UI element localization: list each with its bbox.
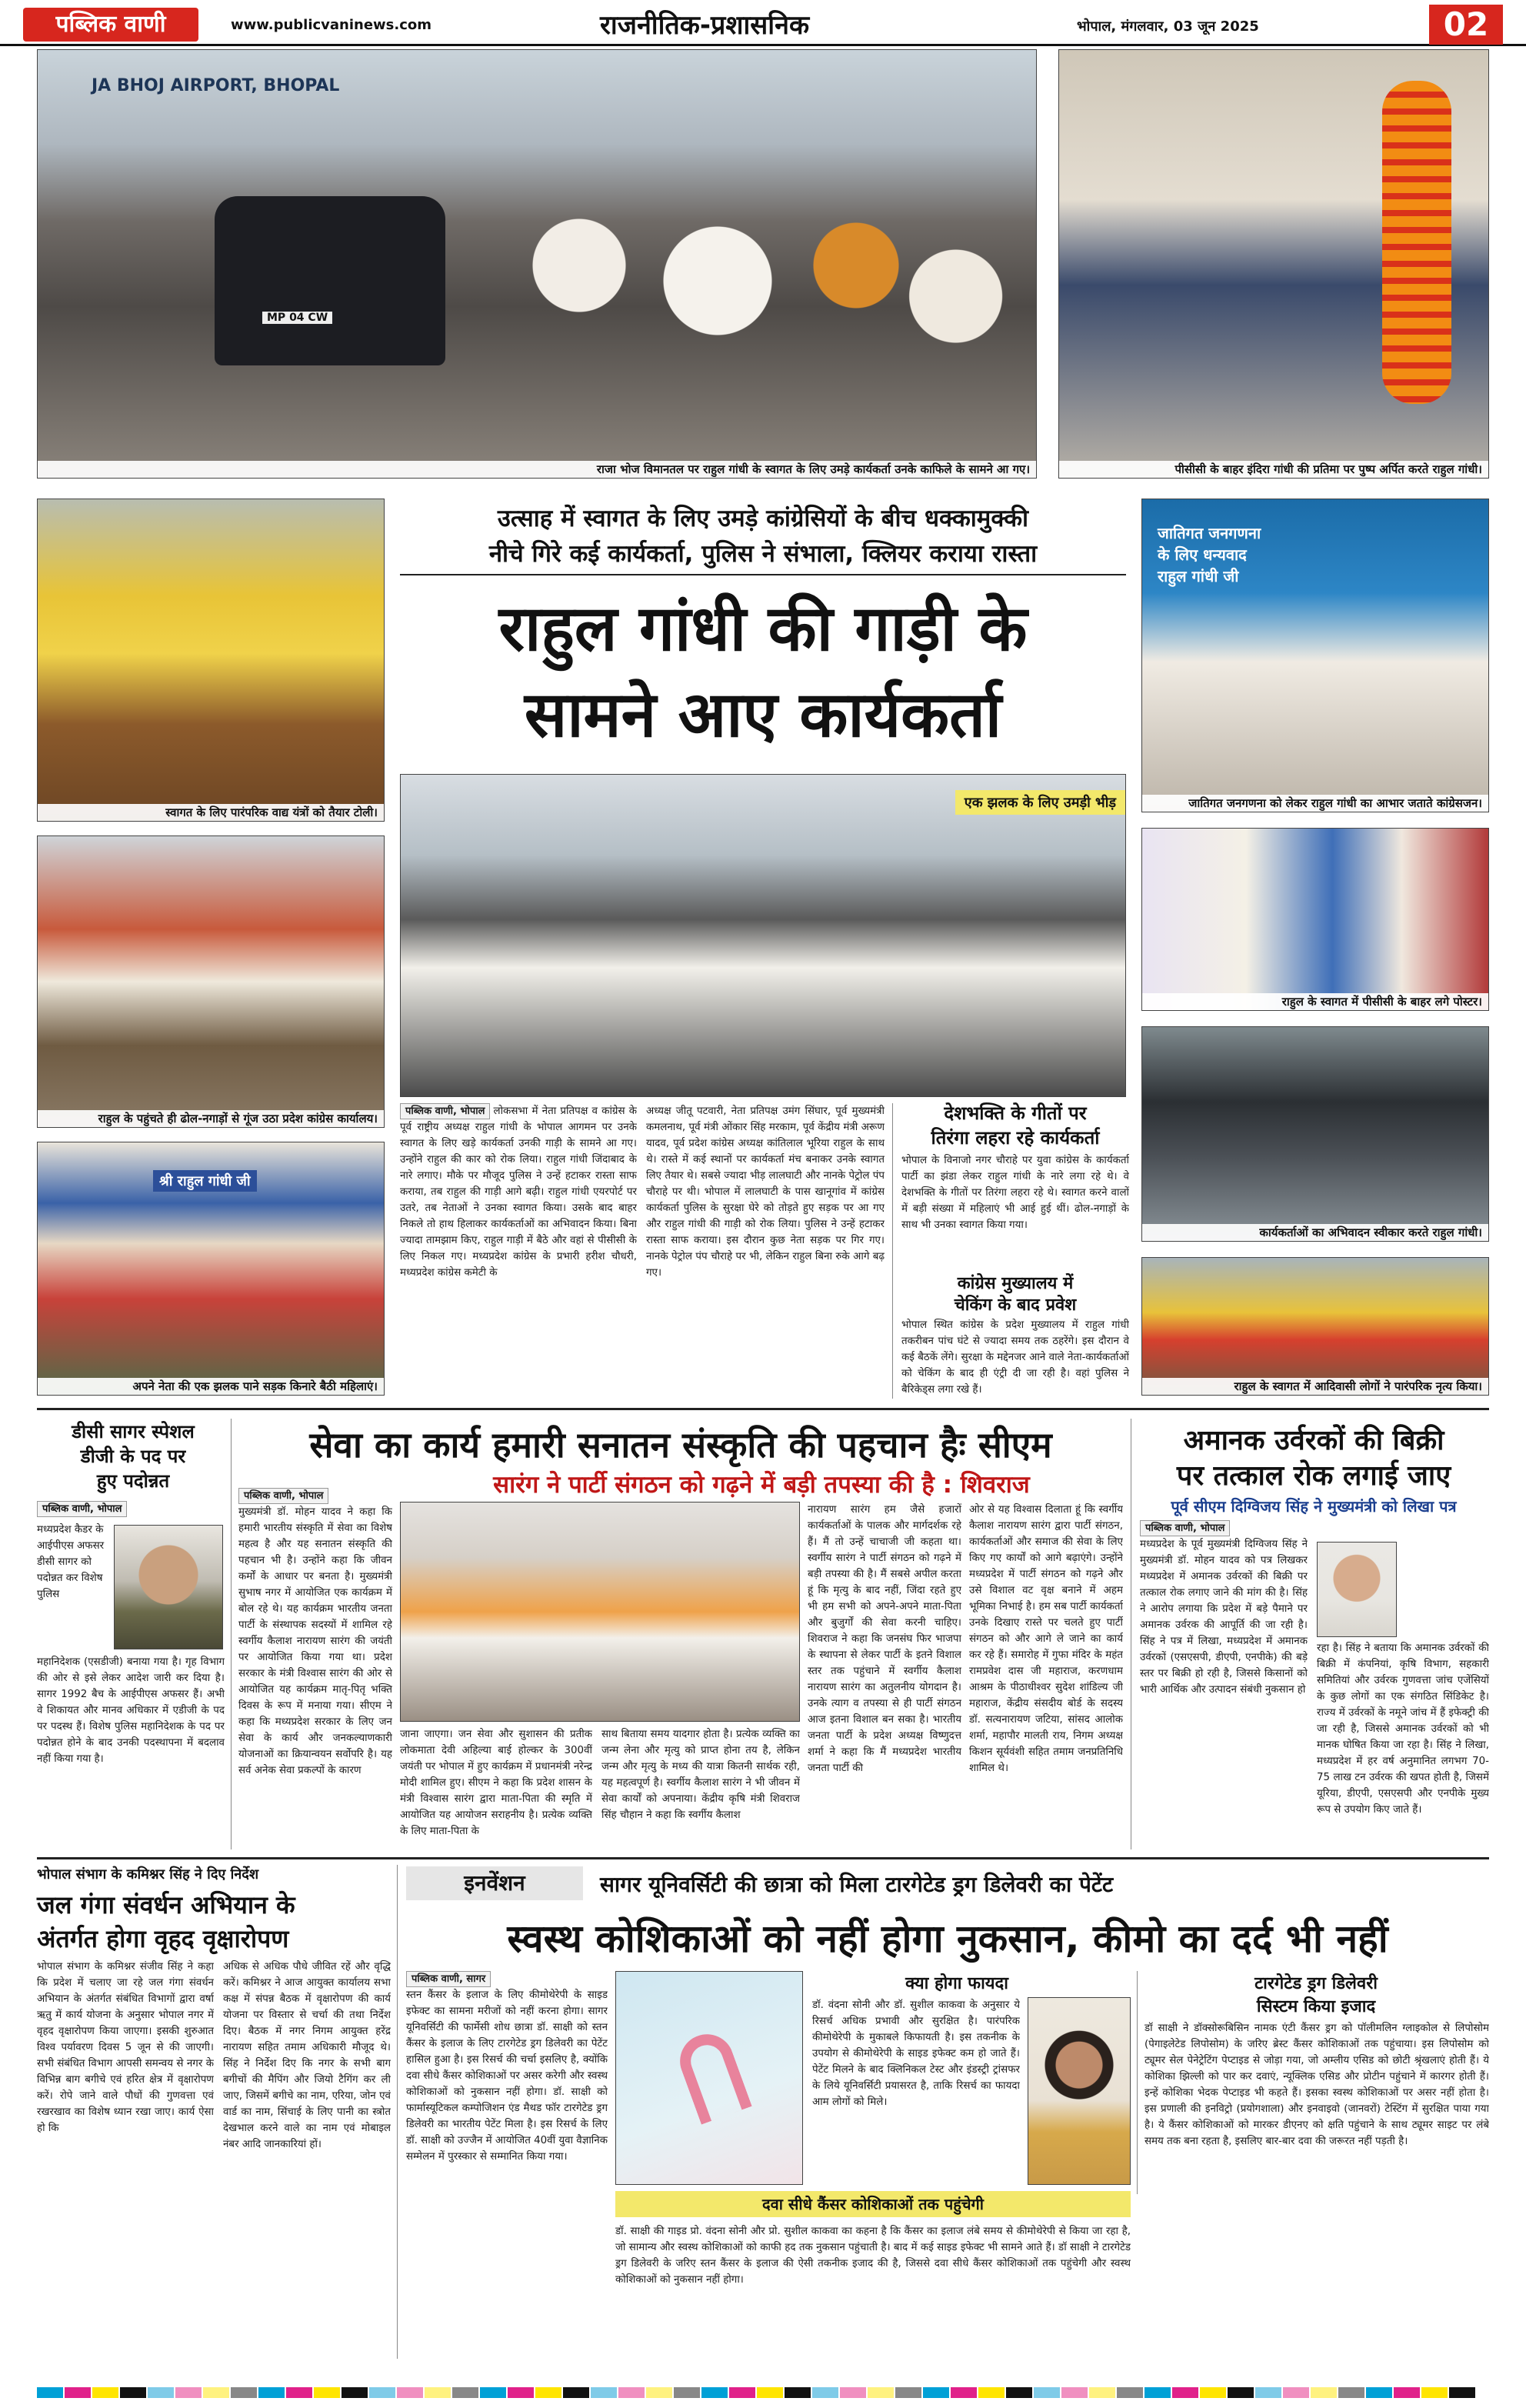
section-title: राजनीतिक-प्रशासनिक bbox=[600, 10, 810, 41]
dig-headline-2: डीजी के पद पर bbox=[80, 1446, 186, 1467]
right3-caption: कार्यकर्ताओं का अभिवादन स्वीकार करते राहुल गांधी। bbox=[1142, 1224, 1488, 1241]
crowd-glimpse-tag: एक झलक के लिए उमड़ी भीड़ bbox=[955, 790, 1125, 815]
patent-byline: पब्लिक वाणी, सागर bbox=[406, 1971, 491, 1987]
crowd-glimpse-scene bbox=[401, 775, 1125, 1096]
top-right-caption: पीसीसी के बाहर इंदिरा गांधी की प्रतिमा पर पुष्प अर्पित करते राहुल गांधी। bbox=[1059, 461, 1488, 478]
cm-headline: सेवा का कार्य हमारी सनातन संस्कृति की पहचान हैः सीएम bbox=[309, 1424, 1052, 1466]
fert-col-1 bbox=[1140, 1520, 1308, 1851]
invent-body: डॉ साक्षी ने डॉक्सोरूबिसिन नामक एंटी कैंसर ड्रग को पॉलीमलिन ग्लाइकोल से लिपोसोम (पेगाइलेटेड लिपोसोम) के जरिए ब्रेस्ट कैंसर कोशिकाओं तक पहुंचाया। इस लिपोसोम को ट्यूमर सेल पेनेट्रेटिंग पेप्टाइड से जोड़ा गया, जो अम्लीय एसिड को छोटी श्रृंखलाएं होती हैं। ये कोशिका झिल्ली को पार कर दवाएं, न्यूक्लिक एसिड और प्रोटीन पहुंचाने में कारगर होती हैं। इन्हें कोशिका भेदक पेप्टाइड भी कहते हैं। इसका स्वस्थ कोशिकाओं पर असर नहीं होता है। इस प्रणाली की इनविट्रो (प्रयोगशाला) और इनवाइवो (जानवरों) टेस्टिंग में सुरक्षित पाया गया है। ये कैंसर कोशिकाओं को मारकर डीएनए को क्षति पहुंचाने के साथ ट्यूमर साइट पर लंबे समय तक बना रहता है, इसलिए बार-बार दवा की जरूरत नहीं पड़ती है। bbox=[1144, 2023, 1489, 2147]
left3-caption: अपने नेता की एक झलक पाने सड़क किनारे बैठी महिलाएं। bbox=[38, 1378, 384, 1395]
lead-col1-text: लोकसभा में नेता प्रतिपक्ष व कांग्रेस के पूर्व राष्ट्रीय अध्यक्ष राहुल गांधी के भोपाल आगमन पर उनके स्वागत के लिए खड़े कार्यकर्ता उनकी गाड़ी के सामने आ गए। उन्होंने राहुल की कार को रोक लिया। राहुल गांधी जिंदाबाद के नारे लगाए। मौके पर मौजूद पुलिस ने उन्हें हटाकर रास्ता साफ कराया, तब राहुल की गाड़ी आगे बढ़ी। राहुल गांधी एयरपोर्ट पर उतरे, तब नेताओं ने उनका स्वागत किया। उसके बाद बाहर निकले तो हाथ हिलाकर कार्यकर्ताओं का अभिवादन किया। बिना ज्यादा तामझाम किए, राहुल गाड़ी में बैठे और वहां से पीसीसी के लिए निकल गए। मध्यप्रदेश कांग्रेस के प्रभारी हरीश चौधरी, मध्यप्रदेश कांग्रेस कमेटी के bbox=[400, 1106, 637, 1279]
water-kicker: भोपाल संभाग के कमिश्नर सिंह ने दिए निर्देश bbox=[37, 1866, 259, 1883]
cm-subhead: सारंग ने पार्टी संगठन को गढ़ने में बड़ी तपस्या की है : शिवराज bbox=[493, 1471, 1030, 1499]
masthead bbox=[0, 0, 1526, 46]
cm-event-scene bbox=[401, 1502, 799, 1721]
water-col-2: अधिक से अधिक पौधे जीवित रहें और वृद्धि करें। कमिश्नर ने आज आयुक्त कार्यालय सभा कक्ष में संपन्न बैठक में वृक्षारोपण की कार्य योजना पर विस्तार से चर्चा की तथा निर्देश दिए। बैठक में नगर निगम आयुक्त हरेंद्र नारायण सहित तमाम अधिकारी मौजूद थे। सिंह ने निर्देश दिए कि नगर के सभी बाग बगीचों की मैपिंग और जियो टैगिंग कर ली जाए, जिसमें बगीचे का नाम, एरिया, जोन एवं वार्ड का नाम, सिंचाई के लिए पानी का स्त्रोत देखभाल करने वाले का नाम एवं मोबाइल नंबर आदि जानकारियां हों। bbox=[223, 1961, 391, 2150]
fert-col-2: रहा है। सिंह ने बताया कि अमानक उर्वरकों की बिक्री में कंपनियां, कृषि विभाग, सहकारी समितियां और उर्वरक गुणवत्ता जांच एजेंसियों के कुछ लोगों का एक संगठित सिंडिकेट है। राज्य में उर्वरकों के नमूने जांच में हैं इफेक्ट्री की जा रही है, जिससे अमानक उर्वरकों को भी मानक घोषित किया जा रहा है। सिंह ने लिखा, मध्यप्रदेश में हर वर्ष अनुमानित लगभग 70-75 लाख टन उर्वरक की खपत होती है, जिसमें यूरिया, डीएपी, एसएसपी और एनपीके मुख्य रूप से उपयोग किए जाते हैं। bbox=[1317, 1643, 1489, 1816]
lead-kicker-2: नीचे गिरे कई कार्यकर्ता, पुलिस ने संभाला, क्लियर कराया रास्ता bbox=[488, 540, 1038, 568]
women-roadside-photo bbox=[37, 1142, 385, 1396]
side-sub-2: चेकिंग के बाद प्रवेश bbox=[954, 1296, 1077, 1315]
right4-caption: राहुल के स्वागत में आदिवासी लोगों ने पारंपरिक नृत्य किया। bbox=[1142, 1378, 1488, 1395]
car-plate: MP 04 CW bbox=[262, 312, 332, 324]
posters-photo bbox=[1141, 828, 1489, 1011]
drum-troupe-scene bbox=[38, 836, 384, 1127]
marigold-garland bbox=[1382, 81, 1451, 404]
side-headline-1: देशभक्ति के गीतों पर bbox=[944, 1102, 1087, 1124]
tribal-dance-scene bbox=[1142, 1258, 1488, 1395]
side-headline-2: तिरंगा लहरा रहे कार्यकर्ता bbox=[931, 1127, 1100, 1149]
lead-col-2 bbox=[646, 1103, 885, 1399]
crowd-figures bbox=[468, 142, 1022, 450]
side-body-2: भोपाल स्थित कांग्रेस के प्रदेश मुख्यालय में राहुल गांधी तकरीबन पांच घंटे से ज्यादा समय तक ठहरेंगे। इस दौरान वे कई बैठकें लेंगे। सुरक्षा के मद्देनजर आने वाले नेता-कार्यकर्ताओं को चेकिंग के बाद ही एंट्री दी जा रही है। वहां पुलिस ने बैरिकेड्स लगा रखे हैं। bbox=[901, 1319, 1129, 1396]
patent-col1-text: स्तन कैंसर के इलाज के लिए कीमोथेरेपी के साइड इफेक्ट का सामना मरीजों को नहीं करना होगा। सागर यूनिवर्सिटी की फार्मेसी शोध छात्रा डॉ. साक्षी को स्तन कैंसर के इलाज के लिए टारगेटेड ड्रग डिलेवरी का पेटेंट हासिल हुआ है। इस रिसर्च की चर्चा इसलिए है, क्योंकि दवा सीधे कैंसर कोशिकाओं पर असर करेगी और स्वस्थ कोशिकाओं को नुकसान नहीं होगा। डॉ. साक्षी को फार्मास्यूटिकल कम्पोजिशन एंड मैथड फॉर टारगेटेड ड्रग डिलेवरी का भारतीय पेटेंट मिला है। इस रिसर्च के लिए डॉ. साक्षी को उज्जैन में आयोजित 40वीं युवा वैज्ञानिक सम्मेलन में पुरस्कार से सम्मानित किया गया। bbox=[406, 1989, 608, 2163]
car-silhouette bbox=[215, 196, 445, 365]
left1-caption: स्वागत के लिए पारंपरिक वाद्य यंत्रों को तैयार टोली। bbox=[38, 804, 384, 821]
dig-byline: पब्लिक वाणी, भोपाल bbox=[37, 1501, 127, 1517]
website-link[interactable]: www.publicvaninews.com bbox=[231, 17, 432, 33]
fert-byline: पब्लिक वाणी, भोपाल bbox=[1140, 1520, 1230, 1536]
lead-col-1 bbox=[400, 1103, 637, 1399]
side-sub-1: कांग्रेस मुख्यालय में bbox=[957, 1274, 1074, 1293]
dig-officer-scene bbox=[115, 1526, 222, 1649]
band-title: दवा सीधे कैंसर कोशिकाओं तक पहुंचेगी bbox=[615, 2191, 1131, 2217]
water-col-1: भोपाल संभाग के कमिश्नर संजीव सिंह ने कहा कि प्रदेश में चलाए जा रहे जल गंगा संवर्धन अभियान के अंतर्गत संबंधित विभागों द्वारा वर्षा ऋतु में कार्य योजना के अनुसार भोपाल नगर में वृहद वृक्षारोपण किया जाएगा। इसकी शुरुआत विश्व पर्यावरण दिवस 5 जून से की जाएगी। सभी संबंधित विभाग आपसी समन्वय से नगर के विभिन्न बाग बगीचे एवं हरित क्षेत्र में वृक्षारोपण करें। रोपे जाने वाले पौधों की गुणवत्ता एवं रखरखाव का विशेष ध्यान रखा जाए। कार्य ऐसा हो कि bbox=[37, 1961, 214, 2134]
cm-byline: पब्लिक वाणी, भोपाल bbox=[238, 1488, 328, 1504]
car-greeting-scene bbox=[1142, 1027, 1488, 1241]
pink-ribbon-photo bbox=[615, 1971, 803, 2185]
posters-scene bbox=[1142, 829, 1488, 1010]
lead-byline: पब्लिक वाणी, भोपाल bbox=[400, 1103, 490, 1119]
top-main-caption: राजा भोज विमानतल पर राहुल गांधी के स्वागत के लिए उमड़े कार्यकर्ता उनके काफिले के सामने आ गए। bbox=[38, 461, 1036, 478]
page-number: 02 bbox=[1429, 5, 1503, 45]
cm-col-1 bbox=[238, 1488, 392, 1849]
band-body: डॉ. साक्षी की गाइड प्रो. वंदना सोनी और प्रो. सुशील काकवा का कहना है कि कैंसर का इलाज लंबे समय से कीमोथेरेपी से किया जा रहा है, जो सामान्य और स्वस्थ कोशिकाओं को काफी हद तक नुकसान पहुंचाती है। बाद में कई साइड इफेक्ट भी सामने आते हैं। डॉ साक्षी ने टारगेटेड ड्रग डिलेवरी के जरिए स्तन कैंसर के इलाज की ऐसी तकनीक इजाद की है, जिससे दवा सीधे कैंसर कोशिकाओं तक पहुंचेगी और स्वस्थ कोशिकाओं को नुकसान नहीं होगा। bbox=[615, 2226, 1131, 2286]
sakshi-scene bbox=[1028, 1998, 1130, 2184]
fert-headline-1: अमानक उर्वरकों की बिक्री bbox=[1183, 1425, 1444, 1456]
digvijay-photo bbox=[1317, 1542, 1397, 1637]
benefit-body: डॉ. वंदना सोनी और डॉ. सुशील काकवा के अनुसार ये रिसर्च अधिक प्रभावी और सुरक्षित है। पारंपरिक कीमोथेरेपी के मुकाबले किफायती है। इस तकनीक के उपयोग से कीमोथेरेपी के साइड इफेक्ट कम हो जाते हैं। पेटेंट मिलने के बाद क्लिनिकल टेस्ट और इंडस्ट्री ट्रांसफर के लिये यूनिवर्सिटी प्रयासरत है, ताकि रिसर्च का फायदा आम लोगों को मिले। bbox=[812, 1999, 1020, 2108]
paper-logo bbox=[23, 8, 198, 42]
dateline: भोपाल, मंगलवार, 03 जून 2025 bbox=[1077, 18, 1259, 35]
left2-caption: राहुल के पहुंचते ही ढोल-नगाड़ों से गूंज उठा प्रदेश कांग्रेस कार्यालय। bbox=[38, 1110, 384, 1127]
digvijay-scene bbox=[1318, 1543, 1396, 1636]
paper-name: पब्लिक वाणी bbox=[55, 11, 166, 38]
dig-body: महानिदेशक (एसडीजी) बनाया गया है। गृह विभाग की ओर से इसे लेकर आदेश जारी कर दिया है। सागर 1992 बैच के आईपीएस अफसर हैं। अभी वे शिकायत और मानव अधिकार में एडीजी के पद पर पदस्थ हैं। विशेष पुलिस महानिदेशक के पद पर पदोन्नत होने के बाद उनकी पदस्थापना में बदलाव नहीं किया गया है। bbox=[37, 1656, 225, 1765]
right1-caption: जातिगत जनगणना को लेकर राहुल गांधी का आभार जताते कांग्रेसजन। bbox=[1142, 795, 1488, 812]
fert-headline-2: पर तत्काल रोक लगाई जाए bbox=[1176, 1460, 1451, 1492]
invent-head-2: सिस्टम किया इजाद bbox=[1256, 1997, 1376, 2016]
sakshi-photo bbox=[1028, 1997, 1131, 2185]
cm-col-5: ओर से यह विश्वास दिलाता हूं कि स्वर्गीय कैलाश नारायण सारंग द्वारा पार्टी संगठन, कार्यकर्ताओं और समाज की सेवा के लिए किए गए कार्यों को आगे बढ़ाएंगे। उन्होंने मध्यप्रदेश में पार्टी संगठन को गढ़ने और उसे विशाल वट वृक्ष बनाने में अहम भूमिका निभाई है। हम सब पार्टी कार्यकर्ता उनके दिखाए रास्ते पर चलते हुए पार्टी संगठन को और आगे ले जाने का कार्य कर रहे हैं। समारोह में गुफा मंदिर के महंत रामप्रवेश दास जी महाराज, करणधाम आश्रम के पीठाधीश्वर सुदेश शांडिल्य जी महाराज, केंद्रीय संसदीय बोर्ड के सदस्य डॉ. सत्यनारायण जटिया, सांसद आलोक शर्मा, महापौर मालती राय, निगम अध्यक्ष किशन सूर्यवंशी सहित तमाम जनप्रतिनिधि शामिल थे। bbox=[969, 1504, 1123, 1774]
patent-headline: स्वस्थ कोशिकाओं को नहीं होगा नुकसान, कीमो का दर्द भी नहीं bbox=[507, 1916, 1388, 1961]
fert-subhead: पूर्व सीएम दिग्विजय सिंह ने मुख्यमंत्री को लिखा पत्र bbox=[1171, 1497, 1457, 1516]
drum-troupe-photo bbox=[37, 835, 385, 1128]
placard-thanks-photo bbox=[1141, 499, 1489, 812]
drummers-photo bbox=[37, 499, 385, 822]
statue-tribute-photo bbox=[1058, 49, 1489, 479]
lead-col2-text: अध्यक्ष जीतू पटवारी, नेता प्रतिपक्ष उमंग सिंघार, पूर्व मुख्यमंत्री कमलनाथ, पूर्व मंत्री ओंकार सिंह मरकाम, पूर्व केंद्रीय मंत्री अरूण यादव, पूर्व प्रदेश कांग्रेस अध्यक्ष कांतिलाल भूरिया राहुल के साथ थे। रास्ते में कई स्थानों पर कार्यकर्ता मंच बनाकर उनके स्वागत लिए तैयार थे। सबसे ज्यादा भीड़ लालघाटी और नानके पेट्रोल पंप चौराहे पर थी। भोपाल में लालघाटी के पास खानूगांव में कांग्रेस कार्यकर्ता पुलिस के सुरक्षा घेरे को तोड़ते हुए सड़क पर आ गए और राहुल गांधी की गाड़ी को रोक लिया। पुलिस ने उन्हें हटाकर रास्ता साफ कराया। इस दौरान कुछ नेता सड़क पर गिर गए। नानके पेट्रोल पंप चौराहे पर भी, लेकिन राहुल बिना रुके आगे बढ़ गए। bbox=[646, 1106, 885, 1279]
side-body-1: भोपाल के विनाजो नगर चौराहे पर युवा कांग्रेस के कार्यकर्ता पार्टी का झंडा लेकर राहुल गांधी के नारे लगा रहे थे। वे देशभक्ति के गीतों पर तिरंगा लहरा रहे थे। स्वागत करने वालों में बड़ी संख्या में महिलाएं भी आई हुई थीं। ढोल-नगाड़ों के साथ भी उनका स्वागत किया गया। bbox=[901, 1155, 1129, 1231]
color-registration-bar bbox=[37, 2386, 1489, 2400]
patent-kicker: सागर यूनिवर्सिटी की छात्रा को मिला टारगेटेड ड्रग डिलेवरी का पेटेंट bbox=[600, 1872, 1114, 1897]
patent-col-1 bbox=[406, 1971, 608, 2302]
water-headline-1: जल गंगा संवर्धन अभियान के bbox=[37, 1890, 295, 1919]
lead-kicker-1: उत्साह में स्वागत के लिए उमड़े कांग्रेसियों के बीच धक्कामुक्की bbox=[497, 505, 1029, 532]
tribal-dance-photo bbox=[1141, 1257, 1489, 1396]
cm-col1-text: मुख्यमंत्री डॉ. मोहन यादव ने कहा कि हमारी भारतीय संस्कृति में सेवा का विशेष महत्व है और यह सनातन संस्कृति की पहचान भी है। उन्होंने कहा कि जीवन कर्मों के आधार पर बनता है। मुख्यमंत्री सुभाष नगर में आयोजित एक कार्यक्रम में बोल रहे थे। यह कार्यक्रम भारतीय जनता पार्टी के संस्थापक सदस्यों में शामिल रहे स्वर्गीय कैलाश नारायण सारंग की जयंती पर आयोजित किया गया था। प्रदेश सरकार के मंत्री विश्वास सारंग की ओर से आयोजित यह कार्यक्रम मातृ-पितृ भक्ति दिवस के रूप में मनाया गया। सीएम ने कहा कि मध्यप्रदेश सरकार के लिए जन सेवा के कार्य और जनकल्याणकारी योजनाओं का क्रियान्वयन सर्वोपरि है। यह सर्व अनेक सेवा प्रकल्पों के कारण bbox=[238, 1506, 392, 1776]
dig-officer-photo bbox=[114, 1525, 223, 1649]
banner-text: श्री राहुल गांधी जी bbox=[153, 1170, 257, 1192]
patent-tag: इनवेंशन bbox=[406, 1866, 583, 1900]
lead-headline-2: सामने आए कार्यकर्ता bbox=[524, 679, 1002, 752]
cm-event-photo bbox=[400, 1502, 800, 1722]
cm-col-3: साथ बिताया समय यादगार होता है। प्रत्येक व्यक्ति का जन्म लेना और मृत्यु को प्राप्त होना तय है, लेकिन जन्म और मृत्यु के मध्य की यात्रा कितनी सार्थक रही, यह महत्वपूर्ण है। स्वर्गीय कैलाश सारंग ने भी जीवन में सेवा कार्यों को अपनाया। केंद्रीय कृषि मंत्री शिवराज सिंह चौहान ने कहा कि स्वर्गीय कैलाश bbox=[601, 1729, 800, 1821]
cm-col-2: जाना जाएगा। जन सेवा और सुशासन की प्रतीक लोकमाता देवी अहिल्या बाई होल्कर के 300वीं जयंती पर भोपाल में हुए कार्यक्रम में प्रधानमंत्री नरेन्द्र मोदी शामिल हुए। सीएम ने कहा कि प्रदेश शासन के मंत्री विश्वास सारंग द्वारा माता-पिता की स्मृति में आयोजित यह आयोजन सराहनीय है। प्रत्येक व्यक्ति के लिए माता-पिता के bbox=[400, 1729, 592, 1837]
cm-col-4: नारायण सारंग हम जैसे हजारों कार्यकर्ताओं के पालक और मार्गदर्शक रहे हैं। मैं तो उन्हें चाचाजी जी कहता था। स्वर्गीय सारंग ने पार्टी संगठन को गढ़ने में बड़ी तपस्या की है। मैं सबसे अपील करता हूं कि मृत्यु के बाद नहीं, जिंदा रहते हुए भी हम सभी को अपने-अपने माता-पिता और बुजुर्गों की सेवा करनी चाहिए। शिवराज ने कहा कि जनसंघ फिर भाजपा के स्थापना से लेकर पार्टी के इतने विशाल स्तर तक पहुंचाने में स्वर्गीय कैलाश नारायण सारंग का अतुलनीय योगदान है। उनके त्याग व तपस्या से ही पार्टी संगठन आज इतना विशाल बन सका है। भारतीय जनता पार्टी के प्रदेश अध्यक्ष विष्णुदत्त शर्मा ने कहा कि मैं मध्यप्रदेश भारतीय जनता पार्टी की bbox=[808, 1504, 961, 1774]
dig-headline-1: डीसी सागर स्पेशल bbox=[72, 1421, 195, 1442]
invent-head-1: टारगेटेड ड्रग डिलेवरी bbox=[1254, 1974, 1378, 1993]
car-greeting-photo bbox=[1141, 1026, 1489, 1242]
water-headline-2: अंतर्गत होगा वृहद वृक्षारोपण bbox=[37, 1924, 289, 1953]
fert-col1-text: मध्यप्रदेश के पूर्व मुख्यमंत्री दिग्विजय सिंह ने मुख्यमंत्री डॉ. मोहन यादव को पत्र लिखकर मध्यप्रदेश में अमानक उर्वरकों की बिक्री पर तत्काल रोक लगाए जाने की मांग की है। सिंह ने आरोप लगाया कि प्रदेश में बड़े पैमाने पर अमानक उर्वरक की आपूर्ति की जा रही है। सिंह ने पत्र में लिखा, मध्यप्रदेश में अमानक उर्वरकों (एसएसपी, डीएपी, एनपीके) की बड़े स्तर पर बिक्री हो रही है, जिससे किसानों को भारी आर्थिक और उत्पादन संबंधी नुकसान हो bbox=[1140, 1539, 1308, 1696]
airport-crowd-photo bbox=[37, 49, 1037, 479]
placard-sign: जातिगत जनगणना के लिए धन्यवाद राहुल गांधी जी bbox=[1158, 524, 1261, 585]
lead-headline-1: राहुल गांधी की गाड़ी के bbox=[498, 592, 1028, 665]
dig-headline-3: हुए पदोन्नत bbox=[96, 1470, 170, 1492]
crowd-glimpse-photo bbox=[400, 774, 1126, 1097]
airport-sign: JA BHOJ AIRPORT, BHOPAL bbox=[92, 76, 340, 95]
right2-caption: राहुल के स्वागत में पीसीसी के बाहर लगे पोस्टर। bbox=[1142, 993, 1488, 1010]
benefit-head: क्या होगा फायदा bbox=[905, 1974, 1008, 1993]
dig-body-top: मध्यप्रदेश कैडर के आईपीएस अफसर डीसी सागर को पदोन्नत कर विशेष पुलिस bbox=[37, 1524, 105, 1600]
drummers-scene bbox=[38, 499, 384, 821]
